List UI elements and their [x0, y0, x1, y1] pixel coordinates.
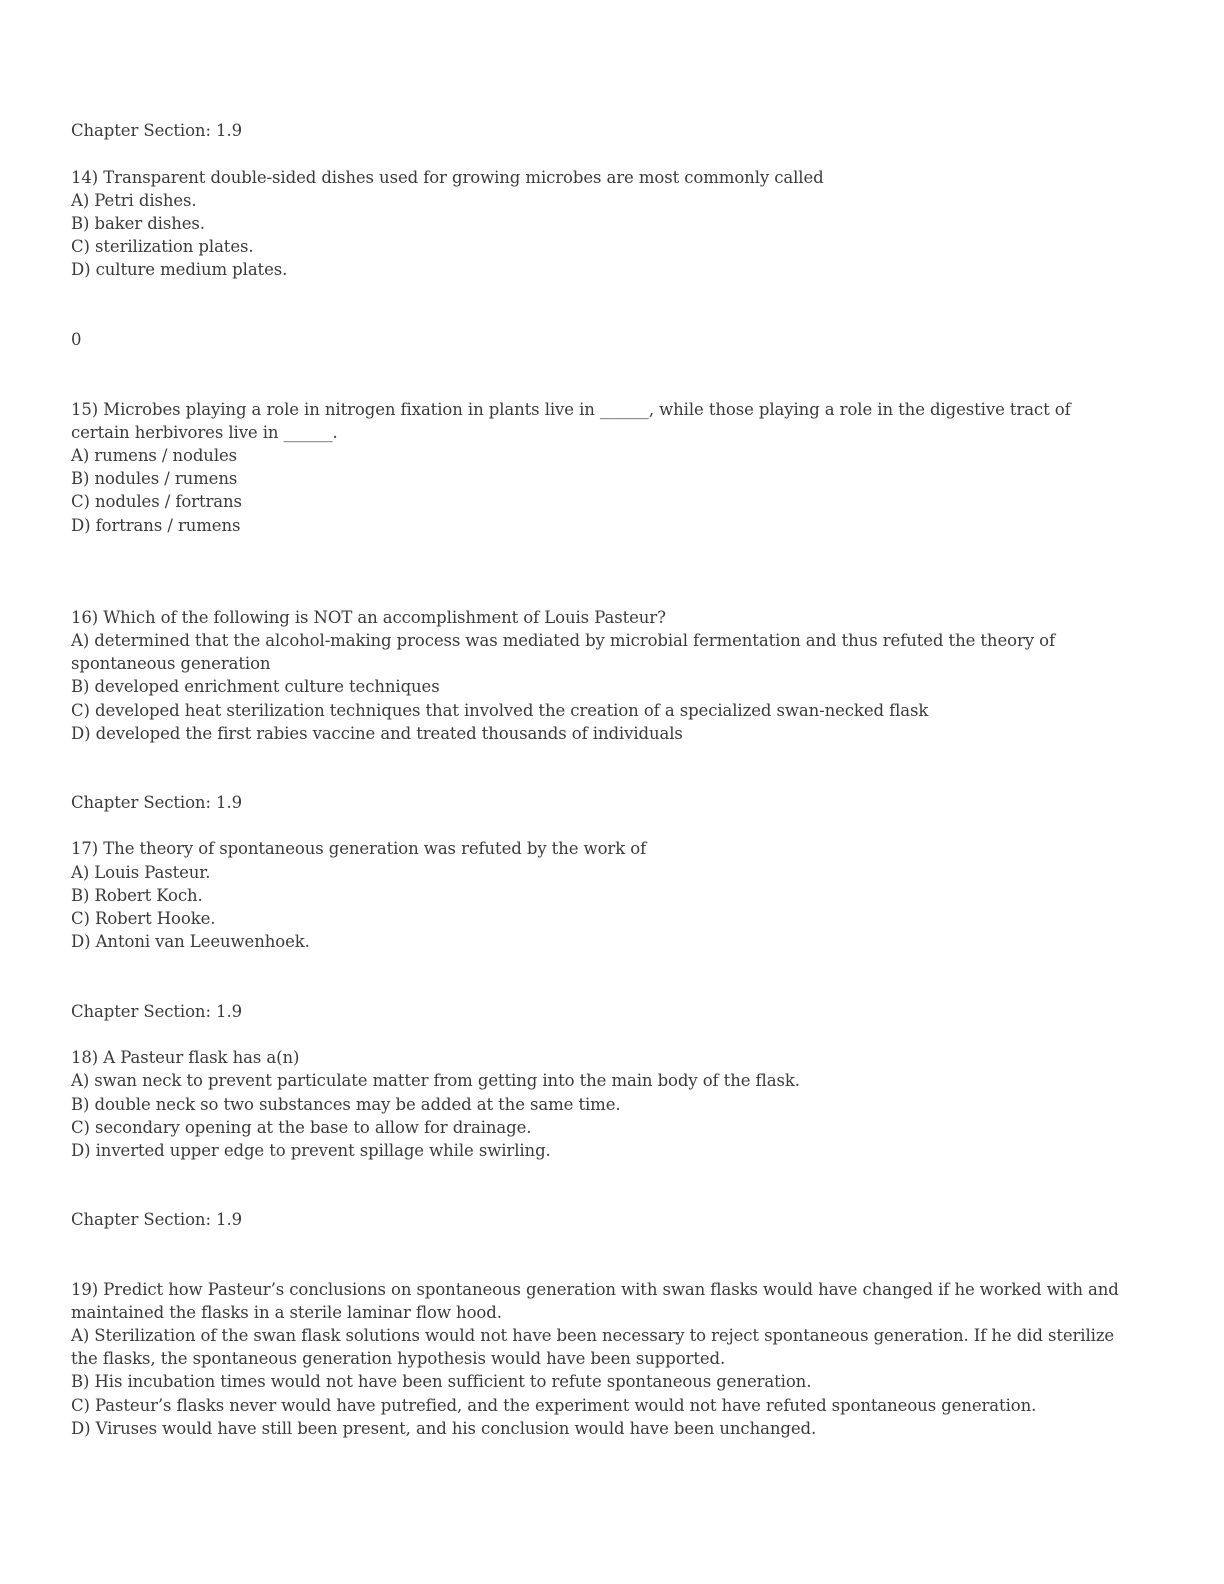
chapter-section-label: Chapter Section: 1.9 [71, 793, 243, 812]
chapter-section-label: Chapter Section: 1.9 [71, 1002, 243, 1021]
question-18-option-d: D) inverted upper edge to prevent spillage while swirling. [71, 1141, 551, 1160]
chapter-section-label: Chapter Section: 1.9 [71, 1210, 243, 1229]
question-14-option-a: A) Petri dishes. [71, 191, 197, 210]
question-19-option-b: B) His incubation times would not have been sufficient to refute spontaneous generation. [71, 1372, 812, 1391]
question-15-option-a: A) rumens / nodules [71, 446, 238, 465]
question-15-option-b: B) nodules / rumens [71, 469, 238, 488]
question-15-text-line-2: certain herbivores live in ______. [71, 423, 338, 442]
question-16-option-a-line-2: spontaneous generation [71, 654, 271, 673]
question-15-option-d: D) fortrans / rumens [71, 516, 241, 535]
chapter-section-label: Chapter Section: 1.9 [71, 121, 243, 140]
question-19-text-line-2: maintained the flasks in a sterile laminar flow hood. [71, 1303, 502, 1322]
question-19-option-a-line-1: A) Sterilization of the swan flask solutions would not have been necessary to reject spontaneous generation. If he did sterilize [71, 1326, 1115, 1345]
question-15-text-line-1: 15) Microbes playing a role in nitrogen fixation in plants live in ______, while those playing a role in the digestive tract of [71, 400, 1071, 419]
question-14-text: 14) Transparent double-sided dishes used for growing microbes are most commonly called [71, 168, 824, 187]
question-16-option-b: B) developed enrichment culture techniques [71, 677, 440, 696]
question-14-option-d: D) culture medium plates. [71, 260, 288, 279]
question-19-option-d: D) Viruses would have still been present, and his conclusion would have been unchanged. [71, 1419, 817, 1438]
question-18-text: 18) A Pasteur flask has a(n) [71, 1048, 300, 1067]
question-15-option-c: C) nodules / fortrans [71, 492, 242, 511]
question-16-option-c: C) developed heat sterilization techniques that involved the creation of a specialized swan-necked flask [71, 701, 929, 720]
question-17-option-d: D) Antoni van Leeuwenhoek. [71, 932, 310, 951]
question-18-option-a: A) swan neck to prevent particulate matter from getting into the main body of the flask. [71, 1071, 800, 1090]
question-14-option-b: B) baker dishes. [71, 214, 205, 233]
question-17-option-c: C) Robert Hooke. [71, 909, 216, 928]
question-19-option-a-line-2: the flasks, the spontaneous generation hypothesis would have been supported. [71, 1349, 726, 1368]
question-16-text: 16) Which of the following is NOT an accomplishment of Louis Pasteur? [71, 608, 666, 627]
question-18-option-b: B) double neck so two substances may be added at the same time. [71, 1095, 621, 1114]
stray-zero-text: 0 [71, 330, 82, 349]
question-19-option-c: C) Pasteur’s flasks never would have putrefied, and the experiment would not have refuted spontaneous generation. [71, 1396, 1037, 1415]
question-16-option-d: D) developed the first rabies vaccine and treated thousands of individuals [71, 724, 683, 743]
question-14-option-c: C) sterilization plates. [71, 237, 254, 256]
question-18-option-c: C) secondary opening at the base to allow for drainage. [71, 1118, 532, 1137]
question-17-text: 17) The theory of spontaneous generation was refuted by the work of [71, 839, 647, 858]
question-19-text-line-1: 19) Predict how Pasteur’s conclusions on spontaneous generation with swan flasks would have changed if he worked with and [71, 1280, 1119, 1299]
question-17-option-a: A) Louis Pasteur. [71, 863, 211, 882]
question-16-option-a-line-1: A) determined that the alcohol-making process was mediated by microbial fermentation and thus refuted the theory of [71, 631, 1055, 650]
question-17-option-b: B) Robert Koch. [71, 886, 203, 905]
